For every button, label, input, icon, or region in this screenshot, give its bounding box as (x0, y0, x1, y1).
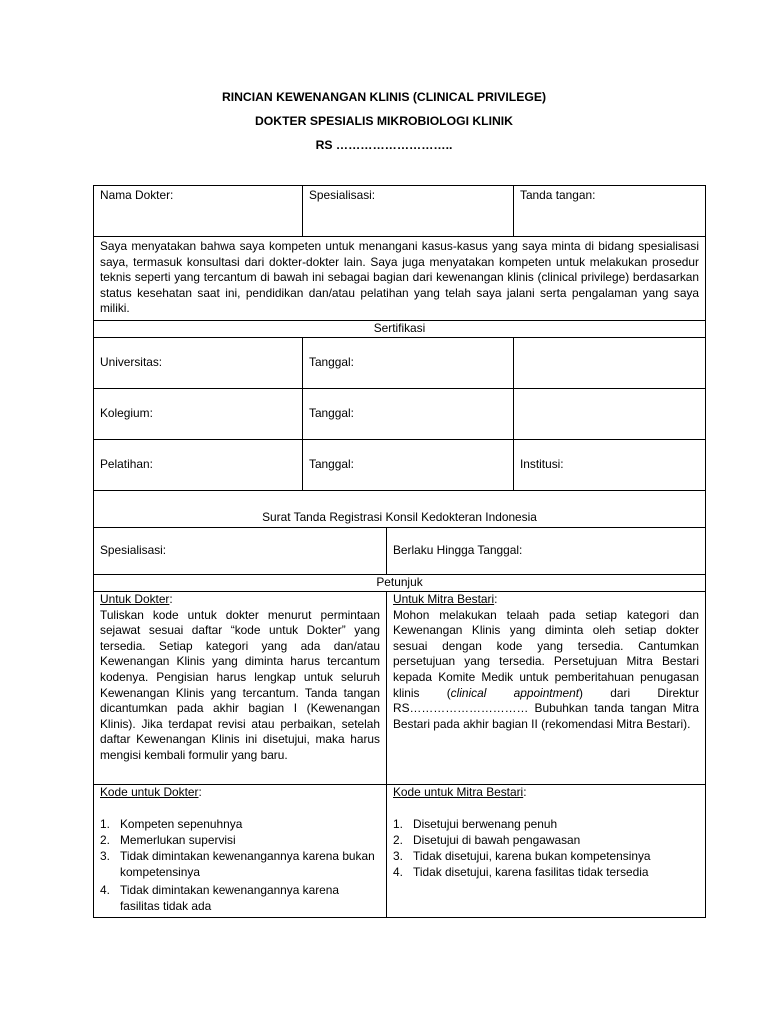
str-row (94, 528, 706, 575)
berlaku-hingga-field[interactable]: Berlaku Hingga Tanggal: (387, 528, 706, 574)
sertifikasi-header-row (94, 321, 706, 338)
list-item (393, 816, 699, 832)
universitas-field[interactable]: Universitas: (94, 338, 303, 388)
list-item (100, 832, 380, 848)
list-item-number: 2. (100, 832, 110, 847)
document-subtitle: DOKTER SPESIALIS MIKROBIOLOGI KLINIK (255, 114, 513, 128)
petunjuk-dokter-heading-text: Untuk Dokter (100, 592, 170, 606)
petunjuk-mitra-text (393, 608, 699, 733)
kode-dokter-heading (100, 785, 380, 801)
list-item-number: 1. (393, 816, 403, 831)
doctor-info-row (94, 186, 706, 237)
petunjuk-dokter (94, 592, 387, 784)
list-item (100, 848, 380, 880)
list-item (100, 816, 380, 832)
kode-row (94, 785, 706, 918)
list-item-text: Tidak dimintakan kewenangannya karena bukan kompetensinya (120, 848, 375, 879)
petunjuk-dokter-heading (100, 592, 380, 608)
kode-dokter-list (100, 816, 380, 914)
list-item (393, 848, 699, 864)
kode-mitra (387, 785, 706, 917)
list-item-text: Kompeten sepenuhnya (120, 816, 243, 831)
statement-row (94, 237, 706, 321)
petunjuk-header-row (94, 575, 706, 592)
kolegium-extra-cell[interactable] (514, 389, 706, 439)
kode-dokter (94, 785, 387, 917)
list-item-number: 4. (393, 864, 403, 879)
petunjuk-mitra-heading-colon: : (494, 592, 498, 606)
list-item-text: Tidak disetujui, karena fasilitas tidak tersedia (413, 864, 649, 879)
kode-mitra-heading-colon: : (523, 785, 527, 799)
spesialisasi-field[interactable]: Spesialisasi: (303, 186, 514, 236)
list-item-text: Memerlukan supervisi (120, 832, 236, 847)
pelatihan-field[interactable]: Pelatihan: (94, 440, 303, 490)
kode-mitra-heading (393, 785, 699, 801)
list-item (100, 882, 380, 914)
list-item-number: 3. (100, 848, 110, 863)
kolegium-field[interactable]: Kolegium: (94, 389, 303, 439)
list-item-number: 3. (393, 848, 403, 863)
pelatihan-row (94, 440, 706, 491)
list-item-number: 1. (100, 816, 110, 831)
list-item (393, 832, 699, 848)
list-item-text: Disetujui di bawah pengawasan (413, 832, 581, 847)
universitas-extra-cell[interactable] (514, 338, 706, 388)
list-item (393, 864, 699, 880)
universitas-row (94, 338, 706, 389)
str-title: Surat Tanda Registrasi Konsil Kedokteran Indonesia (94, 491, 706, 527)
sertifikasi-title: Sertifikasi (94, 321, 706, 337)
petunjuk-dokter-text: Tuliskan kode untuk dokter menurut permintaan sejawat sesuai daftar “kode untuk Dokter” yang tersedia. Setiap kategori yang ada dan/atau Kewenangan Klinis yang diminta harus tercantum kodenya. Pengisian harus lengkap untuk seluruh Kewenangan Klinis yang tercantum. Tanda tangan dicantumkan pada akhir bagian I (Kewenangan Klinis). Jika terdapat revisi atau perbaikan, setelah daftar Kewenangan Klinis ini disetujui, maka harus mengisi kembali formulir yang baru. (100, 607, 380, 762)
tanda-tangan-field[interactable]: Tanda tangan: (514, 186, 706, 236)
competence-statement: Saya menyatakan bahwa saya kompeten untuk menangani kasus-kasus yang saya minta di bidang spesialisasi saya, termasuk konsultasi dari dokter-dokter lain. Saya juga menyatakan kompeten untuk melakukan prosedur teknis seperti yang tercantum di bawah ini sebagai bagian dari kewenangan klinis (clinical privilege) berdasarkan status kesehatan saat ini, pendidikan dan/atau pelatihan yang telah saya jalani serta pengalaman yang saya miliki. (94, 237, 706, 320)
kolegium-row (94, 389, 706, 440)
list-item-text: Tidak dimintakan kewenangannya karena fasilitas tidak ada (120, 882, 340, 913)
petunjuk-mitra-text-part1: Mohon melakukan telaah pada setiap kategori dan Kewenangan Klinis yang diminta oleh setiap dokter sesuai dengan kode yang tersedia. Cantumkan persetujuan yang tersedia. Persetujuan Mitra Bestari kepada Komite Medik untuk pemberitahuan penugasan klinis ( (393, 607, 699, 700)
petunjuk-row (94, 592, 706, 785)
kode-dokter-heading-text: Kode untuk Dokter (100, 785, 199, 799)
pelatihan-tanggal-field[interactable]: Tanggal: (303, 440, 514, 490)
kode-mitra-list (393, 816, 699, 880)
hospital-name: RS ……………………….. (315, 138, 453, 152)
nama-dokter-field[interactable]: Nama Dokter: (94, 186, 303, 236)
petunjuk-dokter-heading-colon: : (169, 592, 173, 606)
kode-mitra-heading-text: Kode untuk Mitra Bestari (393, 785, 524, 799)
list-item-number: 4. (100, 882, 110, 897)
petunjuk-mitra-text-part2: ) dari Direktur RS………………………… Bubuhkan tanda tangan Mitra Bestari pada akhir bagian II (rekomendasi Mitra Bestari). (393, 685, 699, 731)
petunjuk-mitra (387, 592, 706, 784)
petunjuk-title: Petunjuk (94, 575, 706, 591)
kode-dokter-heading-colon: : (198, 785, 202, 799)
institusi-field[interactable]: Institusi: (514, 440, 706, 490)
list-item-text: Disetujui berwenang penuh (413, 816, 558, 831)
list-item-number: 2. (393, 832, 403, 847)
kolegium-tanggal-field[interactable]: Tanggal: (303, 389, 514, 439)
str-spesialisasi-field[interactable]: Spesialisasi: (94, 528, 387, 574)
clinical-privilege-form (93, 185, 706, 918)
universitas-tanggal-field[interactable]: Tanggal: (303, 338, 514, 388)
petunjuk-mitra-heading (393, 592, 699, 608)
list-item-text: Tidak disetujui, karena bukan kompetensinya (413, 848, 651, 863)
str-header-row (94, 491, 706, 528)
petunjuk-mitra-heading-text: Untuk Mitra Bestari (393, 592, 495, 606)
document-title: RINCIAN KEWENANGAN KLINIS (CLINICAL PRIVILEGE) (221, 90, 547, 104)
petunjuk-mitra-text-italic: clinical appointment (450, 685, 580, 700)
